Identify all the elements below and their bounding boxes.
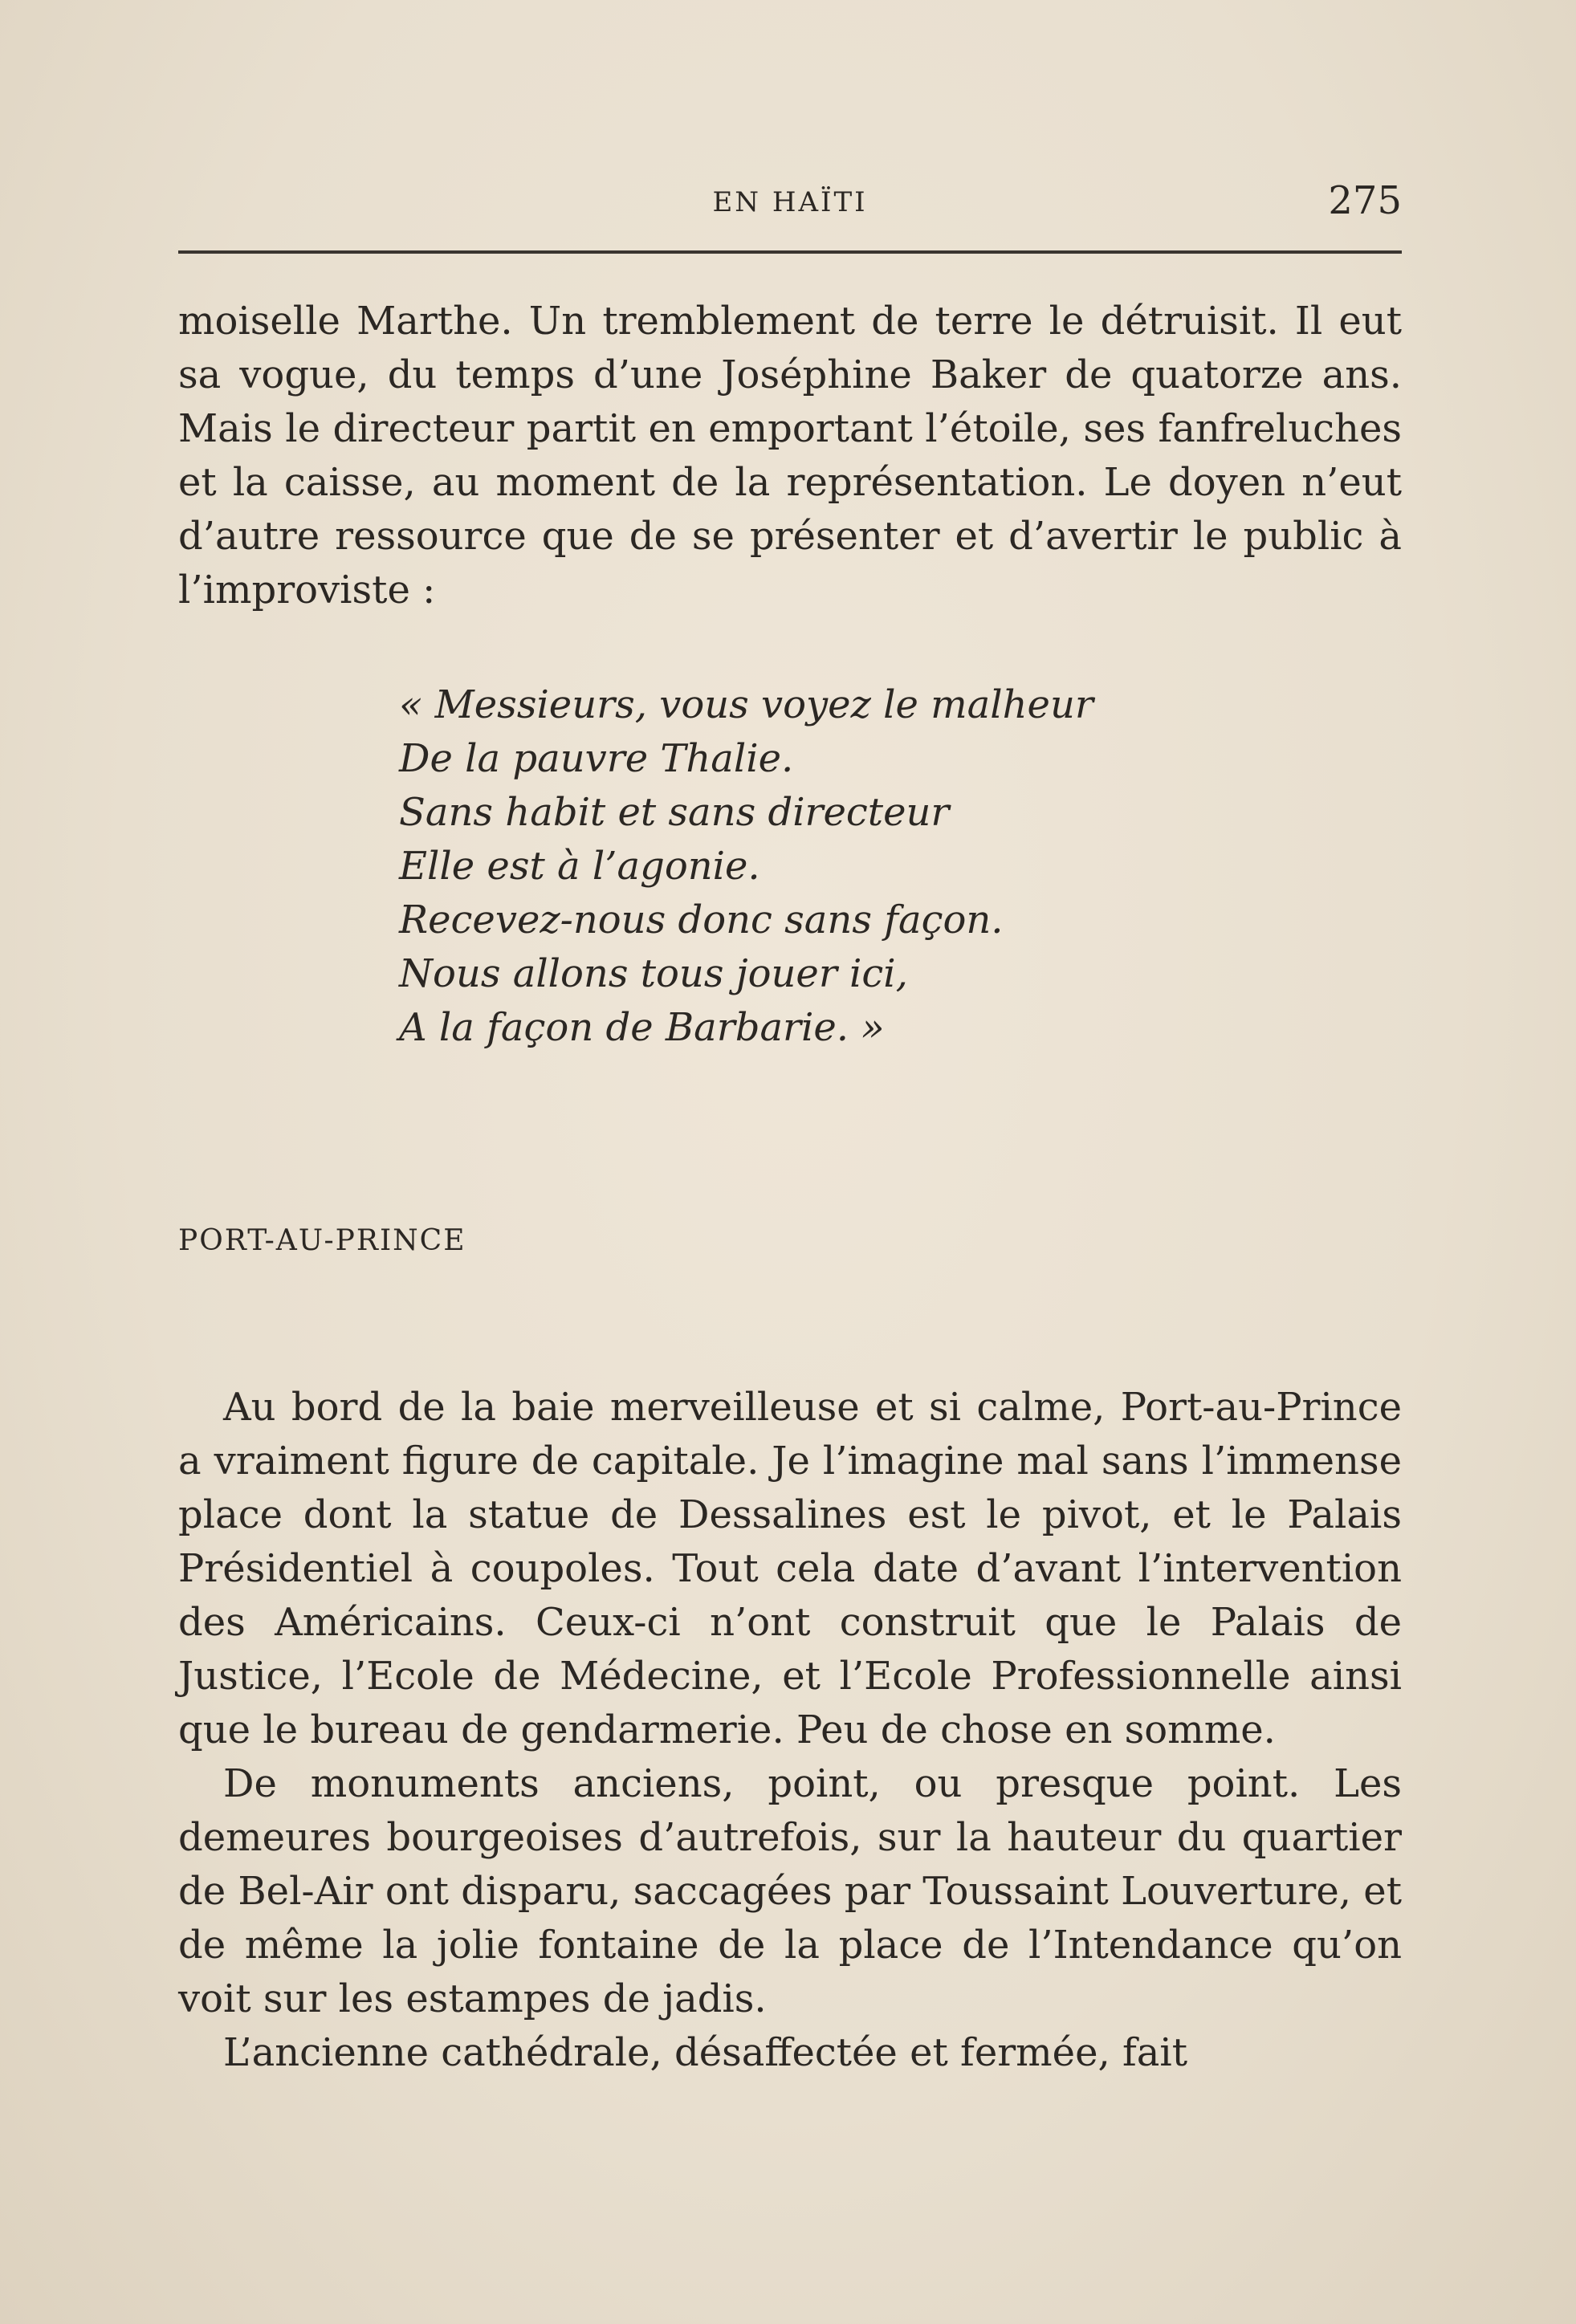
section-body — [178, 1381, 1402, 2080]
section-heading: PORT-AU-PRINCE — [178, 1224, 466, 1257]
page-header — [178, 177, 1402, 233]
page-number: 275 — [1328, 178, 1402, 223]
opening-paragraph-block — [178, 295, 1402, 617]
header-rule — [178, 250, 1402, 254]
verse-line: « Messieurs, vous voyez le malheur — [399, 682, 1093, 727]
verse-line: Nous allons tous jouer ici, — [399, 951, 908, 996]
quoted-verse — [399, 678, 1093, 1055]
paragraph: De monuments anciens, point, ou presque point. Les demeures bourgeoises d’autrefois, sur la hauteur du quartier de Bel-Air ont disparu, saccagées par Toussaint Louverture, et de même la jolie fontaine de la place de l’Intendance qu’on voit sur les estampes de jadis. — [178, 1761, 1402, 2021]
verse-line: De la pauvre Thalie. — [399, 736, 794, 781]
paragraph: moiselle Marthe. Un tremblement de terre le détruisit. Il eut sa vogue, du temps d’une Joséphine Baker de quatorze ans. Mais le directeur partit en emportant l’étoile, ses fanfreluches et la caisse, au moment de la représentation. Le doyen n’eut d’autre ressource que de se présenter et d’avertir le public à l’improviste : — [178, 299, 1402, 613]
verse-line: Sans habit et sans directeur — [399, 790, 950, 835]
verse-line: A la façon de Barbarie. » — [399, 1005, 885, 1050]
verse-line: Elle est à l’agonie. — [399, 844, 760, 889]
running-title: EN HAÏTI — [712, 186, 868, 218]
paragraph: L’ancienne cathédrale, désaffectée et fermée, fait — [223, 2030, 1188, 2075]
paragraph: Au bord de la baie merveilleuse et si calme, Port-au-Prince a vraiment figure de capitale. Je l’imagine mal sans l’immense place dont la statue de Dessalines est le pivot, et le Palais Présidentiel à coupoles. Tout cela date d’avant l’intervention des Américains. Ceux-ci n’ont construit que le Palais de Justice, l’Ecole de Médecine, et l’Ecole Professionnelle ainsi que le bureau de gendarmerie. Peu de chose en somme. — [178, 1385, 1402, 1752]
verse-line: Recevez-nous donc sans façon. — [399, 897, 1004, 942]
